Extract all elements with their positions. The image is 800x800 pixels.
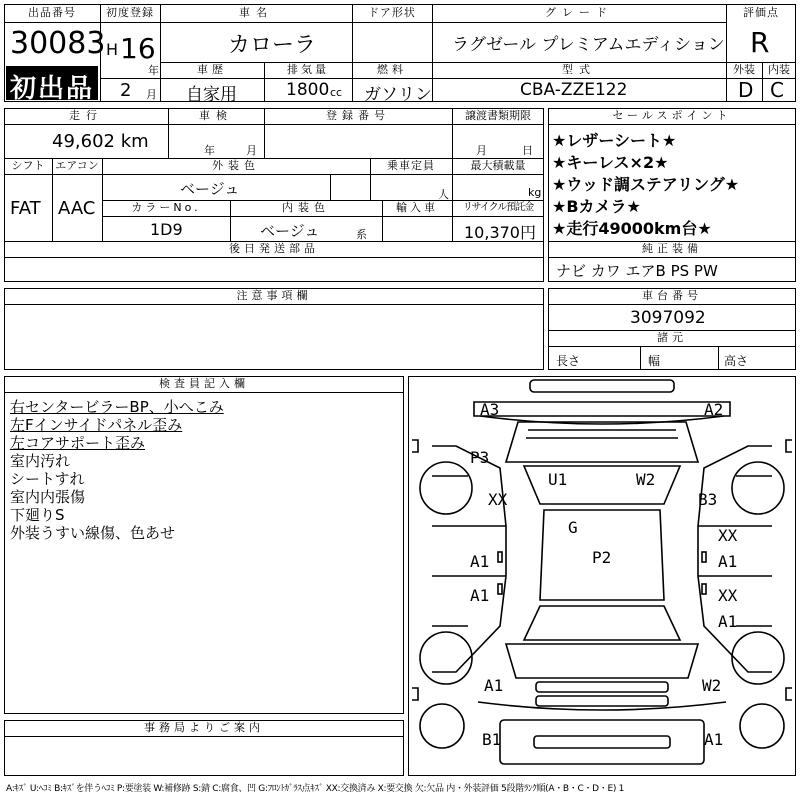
damage-code: A1	[484, 676, 504, 695]
max-load-label: 最大積載量	[470, 159, 526, 172]
damage-code: XX	[488, 490, 508, 509]
exterior-grade-label: 外装	[733, 63, 755, 76]
grade: ラグゼール プレミアムエディション	[452, 35, 725, 55]
exterior-grade: D	[738, 78, 754, 102]
damage-code: A1	[470, 586, 490, 605]
inspector-note: シートすれ	[10, 470, 85, 488]
history-label: 車歴	[197, 63, 227, 76]
registration-number-label: 登録番号	[326, 109, 390, 122]
inspection-month-unit: 月	[246, 144, 257, 157]
lot-number: 30083	[10, 26, 106, 61]
exterior-color: ベージュ	[180, 180, 240, 198]
lot-number-label: 出品番号	[28, 6, 76, 19]
inspector-note: 右センタービラーBP、小へこみ	[10, 398, 224, 416]
grade-label: グレード	[545, 6, 613, 19]
inspection-year-unit: 年	[204, 144, 215, 157]
interior-color-label: 内装色	[282, 201, 330, 214]
sales-points-label: セールスポイント	[612, 109, 732, 122]
reg-era: H	[106, 40, 119, 59]
first-reg-label: 初度登録	[106, 6, 154, 19]
color-number: 1D9	[150, 220, 183, 239]
sales-point: ★ウッド調ステアリング★	[552, 175, 740, 194]
length-label: 長さ	[556, 354, 581, 368]
score-label: 評価点	[743, 6, 779, 19]
aircon: AAC	[58, 198, 96, 219]
interior-grade: C	[770, 78, 784, 102]
model-code-label: 型式	[562, 63, 596, 76]
chassis-number-label: 車台番号	[642, 289, 702, 302]
score: R	[750, 26, 770, 59]
damage-code: G	[568, 518, 578, 537]
reg-month-unit: 月	[146, 88, 157, 101]
damage-code: A1	[704, 730, 724, 749]
reg-year-unit: 年	[148, 64, 159, 77]
legend: A:ｷｽﾞ U:ﾍｺﾐ B:ｷｽﾞを伴うﾍｺﾐ P:要塗装 W:補修跡 S:錆 C:腐食、凹 G:ﾌﾛﾝﾄｶﾞﾗｽ点ｷｽﾞ XX:交換済み X:要交換 欠:欠品 内・外装評価 5段階ﾗﾝｸ順(A・B・C・D・E) 1	[6, 784, 625, 794]
damage-code: B1	[482, 730, 502, 749]
color-number-label: カラーNo.	[131, 201, 201, 214]
mileage-label: 走行	[69, 109, 103, 122]
damage-code: A2	[704, 400, 724, 419]
sales-point: ★Bカメラ★	[552, 197, 641, 216]
displacement: 1800	[286, 80, 330, 100]
sales-point: ★走行49000km台★	[552, 219, 712, 238]
damage-code: XX	[718, 526, 738, 545]
sales-point: ★キーレス×2★	[552, 153, 669, 172]
inspector-notes-label: 検査員記入欄	[159, 377, 249, 390]
car-diagram	[408, 376, 796, 776]
interior-color-suffix: 系	[356, 228, 367, 241]
damage-code: A1	[718, 612, 738, 631]
interior-color: ベージュ	[260, 222, 320, 240]
deadline-day-unit: 日	[522, 144, 533, 157]
door-label: ドア形状	[368, 6, 416, 19]
capacity-unit: 人	[438, 188, 449, 201]
equipment-value: ナビ カワ エアB PS PW	[556, 262, 718, 280]
damage-code: A3	[480, 400, 500, 419]
reg-month: 2	[120, 80, 132, 101]
history: 自家用	[186, 85, 237, 105]
max-load-unit: kg	[528, 186, 542, 199]
recycle-deposit: 10,370円	[464, 223, 536, 242]
reg-year: 16	[120, 32, 156, 65]
mileage: 49,602 km	[52, 131, 149, 152]
sales-point: ★レザーシート★	[552, 131, 677, 150]
aircon-label: エアコン	[55, 159, 99, 172]
chassis-number: 3097092	[630, 308, 706, 328]
later-parts-label: 後日発送部品	[229, 242, 319, 255]
equipment-label: 純正装備	[642, 242, 702, 255]
car-name: カローラ	[228, 33, 317, 58]
shift-label: シフト	[11, 159, 45, 172]
damage-code: U1	[548, 470, 568, 489]
inspector-note: 室内汚れ	[10, 452, 71, 470]
damage-code: P3	[470, 448, 490, 467]
damage-code: A1	[470, 552, 490, 571]
exterior-color-label: 外装色	[212, 159, 260, 172]
damage-code: W2	[636, 470, 656, 489]
fuel-label: 燃料	[377, 63, 407, 76]
inspector-note: 外装うすい線傷、色あせ	[10, 524, 176, 542]
damage-code: XX	[718, 586, 738, 605]
displacement-label: 排気量	[287, 63, 329, 76]
inspector-note: 室内内張傷	[10, 488, 86, 506]
import-label: 輸入車	[396, 201, 438, 214]
damage-code: W2	[702, 676, 722, 695]
displacement-unit: cc	[330, 86, 343, 99]
interior-grade-label: 内装	[768, 63, 790, 76]
fuel: ガソリン	[364, 85, 432, 105]
notes-label: 注意事項欄	[236, 289, 312, 302]
inspector-note: 左コアサポート歪み	[10, 434, 146, 452]
damage-code: B3	[698, 490, 718, 509]
damage-code: P2	[592, 548, 612, 567]
deadline-month-unit: 月	[476, 144, 487, 157]
width-label: 幅	[648, 354, 661, 368]
height-label: 高さ	[724, 354, 749, 368]
inspection-label: 車検	[199, 109, 233, 122]
recycle-deposit-label: リサイクル預託金	[462, 202, 534, 213]
shift: FAT	[10, 198, 41, 219]
car-name-label: 車名	[239, 6, 273, 19]
inspector-note: 下廻りS	[10, 506, 65, 524]
first-listing-text: 初出品	[10, 74, 95, 104]
inspector-note: 左Fインサイドパネル歪み	[10, 416, 183, 434]
damage-code: A1	[718, 552, 738, 571]
capacity-label: 乗車定員	[387, 159, 435, 172]
office-notice-label: 事務局よりご案内	[144, 721, 264, 734]
model-code: CBA-ZZE122	[520, 80, 628, 100]
transfer-deadline-label: 譲渡書類期限	[465, 109, 531, 122]
dimensions-label: 諸元	[657, 331, 687, 344]
